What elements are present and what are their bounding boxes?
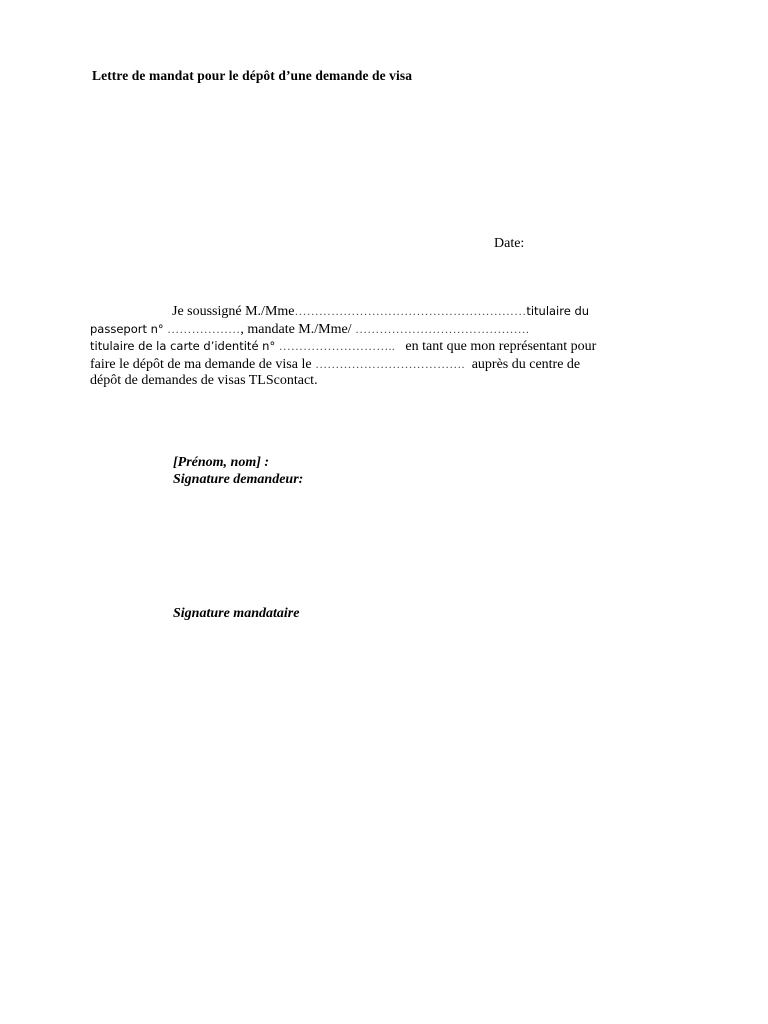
body-text: passeport n° <box>90 321 164 336</box>
body-text: en tant que mon représentant pour <box>405 339 597 354</box>
applicant-signature-label: Signature demandeur: <box>173 472 304 487</box>
body-text: Je soussigné M./Mme <box>172 304 295 319</box>
body-line-4 <box>90 356 670 374</box>
body-text: faire le dépôt de ma demande de visa le <box>90 356 312 372</box>
body-line-3 <box>90 338 670 356</box>
agent-signature-label: Signature mandataire <box>173 606 300 621</box>
date-label: Date: <box>494 236 525 251</box>
body-line-5: dépôt de demandes de visas TLScontact. <box>90 373 318 388</box>
blank-field-passport: ……………… <box>167 321 241 336</box>
blank-field-name: ………………………………………………… <box>294 304 527 318</box>
letter-body <box>90 303 670 390</box>
body-text: auprès du centre de <box>471 356 581 372</box>
body-line-1 <box>90 303 670 321</box>
blank-field-agent: ……………………………………. <box>355 321 530 336</box>
blank-field-date: ………………………………. <box>315 356 465 371</box>
body-text: titulaire de la carte d’identité n° <box>90 339 276 353</box>
letter-title: Lettre de mandat pour le dépôt d’une demande de visa <box>92 68 413 83</box>
body-text: titulaire du <box>526 304 590 318</box>
applicant-name-label: [Prénom, nom] : <box>173 455 270 470</box>
blank-field-id-card: ……………………….. <box>278 339 395 353</box>
body-text: , mandate M./Mme/ <box>240 321 352 337</box>
body-line-2 <box>90 321 670 339</box>
